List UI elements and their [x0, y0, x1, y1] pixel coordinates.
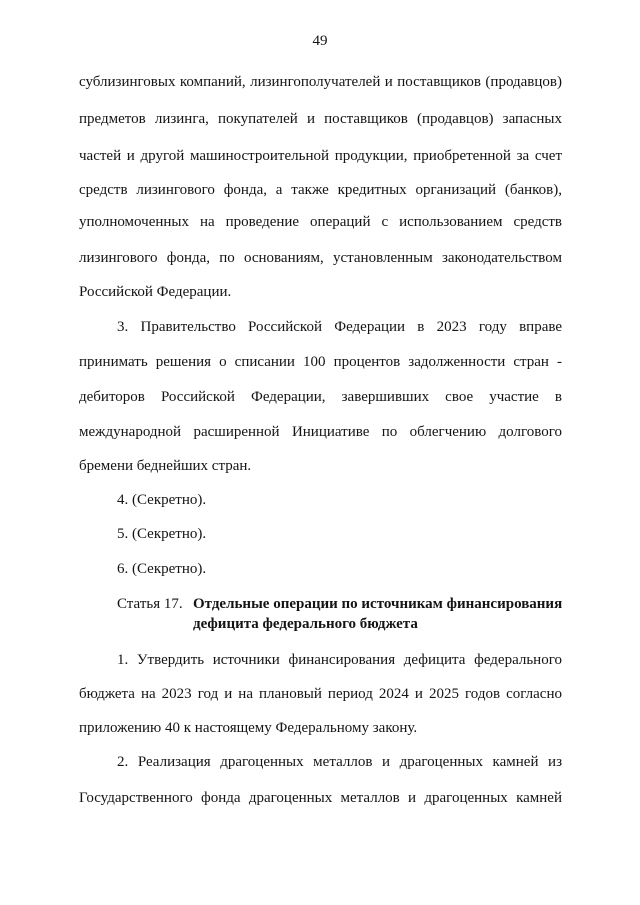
paragraph-1-line-7: Российской Федерации.: [79, 284, 232, 300]
paragraph-3-line-1: 1. Утвердить источники финансирования дефицита федерального: [117, 652, 562, 668]
article-label: Статья 17.: [117, 596, 183, 612]
secret-item-5: 5. (Секретно).: [117, 526, 207, 542]
paragraph-1-line-2: предметов лизинга, покупателей и поставщиков (продавцов) запасных: [79, 111, 562, 127]
paragraph-1-line-3: частей и другой машиностроительной продукции, приобретенной за счет: [79, 148, 562, 164]
paragraph-3-line-2: бюджета на 2023 год и на плановый период 2024 и 2025 годов согласно: [79, 686, 562, 702]
page-number: 49: [312, 33, 328, 49]
secret-item-6: 6. (Секретно).: [117, 561, 207, 577]
paragraph-1-line-4: средств лизингового фонда, а также кредитных организаций (банков),: [79, 182, 562, 198]
paragraph-4-line-1: 2. Реализация драгоценных металлов и драгоценных камней из: [117, 754, 562, 770]
paragraph-1-line-6: лизингового фонда, по основаниям, установленным законодательством: [79, 250, 562, 266]
secret-item-4: 4. (Секретно).: [117, 492, 207, 508]
paragraph-2-line-1: 3. Правительство Российской Федерации в 2023 году вправе: [117, 319, 562, 335]
paragraph-4-line-2: Государственного фонда драгоценных металлов и драгоценных камней: [79, 790, 562, 806]
paragraph-2-line-3: дебиторов Российской Федерации, завершивших свое участие в: [79, 389, 562, 405]
paragraph-1-line-5: уполномоченных на проведение операций с использованием средств: [79, 214, 562, 230]
paragraph-3-line-3: приложению 40 к настоящему Федеральному закону.: [79, 720, 418, 736]
paragraph-2-line-2: принимать решения о списании 100 процентов задолженности стран -: [79, 354, 562, 370]
paragraph-2-line-4: международной расширенной Инициативе по облегчению долгового: [79, 424, 562, 440]
paragraph-2-line-5: бремени беднейших стран.: [79, 458, 252, 474]
paragraph-1-line-1: сублизинговых компаний, лизингополучателей и поставщиков (продавцов): [79, 74, 562, 90]
article-title: Отдельные операции по источникам финансирования дефицита федерального бюджета: [193, 596, 563, 632]
